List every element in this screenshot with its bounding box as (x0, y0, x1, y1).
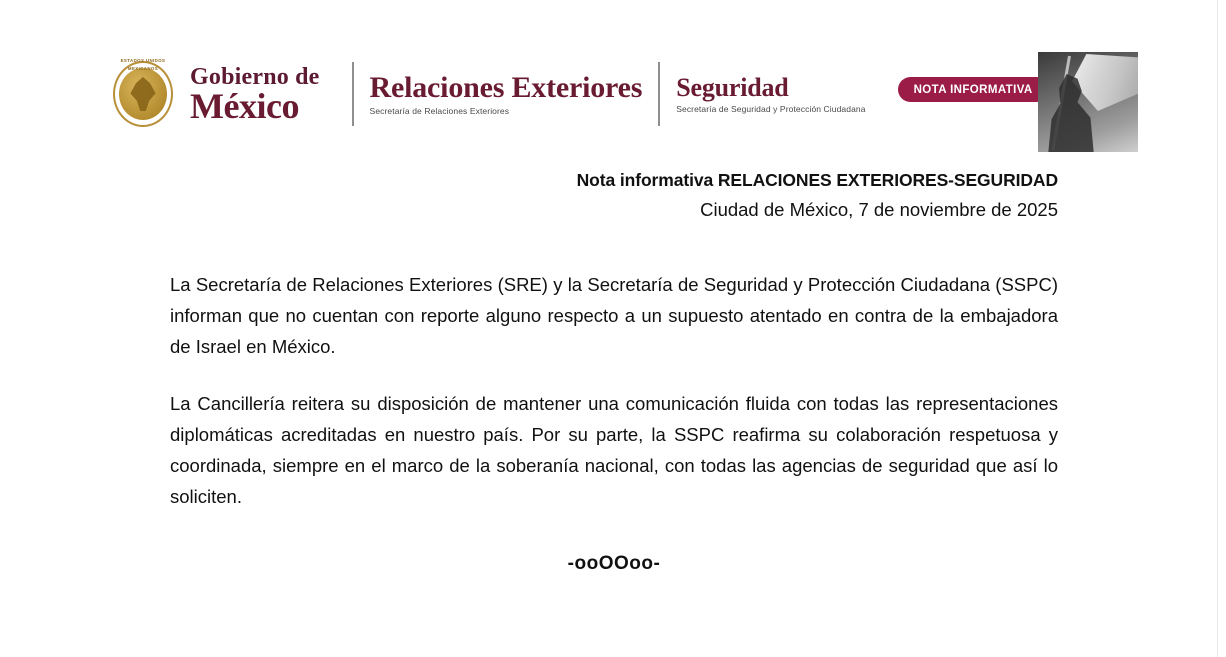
department-sspc (676, 72, 866, 114)
government-line2: México (190, 86, 299, 126)
document-header (0, 0, 1226, 160)
department-sre-subtitle: Secretaría de Relaciones Exteriores (369, 105, 510, 116)
document-body (170, 269, 1058, 579)
place-and-date: Ciudad de México, 7 de noviembre de 2025 (700, 199, 1058, 220)
government-line1: Gobierno de (190, 64, 320, 90)
closing-mark: -ooOOoo- (567, 553, 661, 574)
department-sre (369, 70, 643, 116)
page-title: Nota informativa RELACIONES EXTERIORES-SEGURIDAD (576, 170, 1058, 190)
logo-divider-1 (352, 62, 354, 126)
department-sspc-title: Seguridad (676, 72, 789, 102)
mexican-eagle-seal-icon (110, 57, 176, 131)
government-wordmark (190, 64, 320, 126)
department-sspc-subtitle: Secretaría de Seguridad y Protección Ciudadana (676, 103, 866, 114)
paragraph-2: La Cancillería reitera su disposición de mantener una comunicación fluida con todas las representaciones diplomáticas acreditadas en nuestro país. Por su parte, la SSPC reafirma su colaboración respetuosa y coordinada, siempre en el marco de la soberanía nacional, con todas las agencias de seguridad que así lo soliciten. (170, 393, 1058, 507)
government-logo (110, 55, 1049, 133)
paragraph-1: La Secretaría de Relaciones Exteriores (SRE) y la Secretaría de Seguridad y Protección Ciudadana (SSPC) informan que no cuentan con reporte alguno respecto a un supuesto atentado en contra de la embajadora de Israel en México. (170, 274, 1058, 357)
seal-text: ESTADOS UNIDOS MEXICANOS (120, 58, 166, 71)
logo-divider-2 (658, 62, 660, 126)
page-right-edge (1217, 0, 1226, 657)
department-sre-title: Relaciones Exteriores (369, 70, 643, 104)
status-badge: NOTA INFORMATIVA (898, 77, 1049, 102)
document-title-block (0, 170, 1226, 221)
flag-illustration (1038, 52, 1138, 152)
